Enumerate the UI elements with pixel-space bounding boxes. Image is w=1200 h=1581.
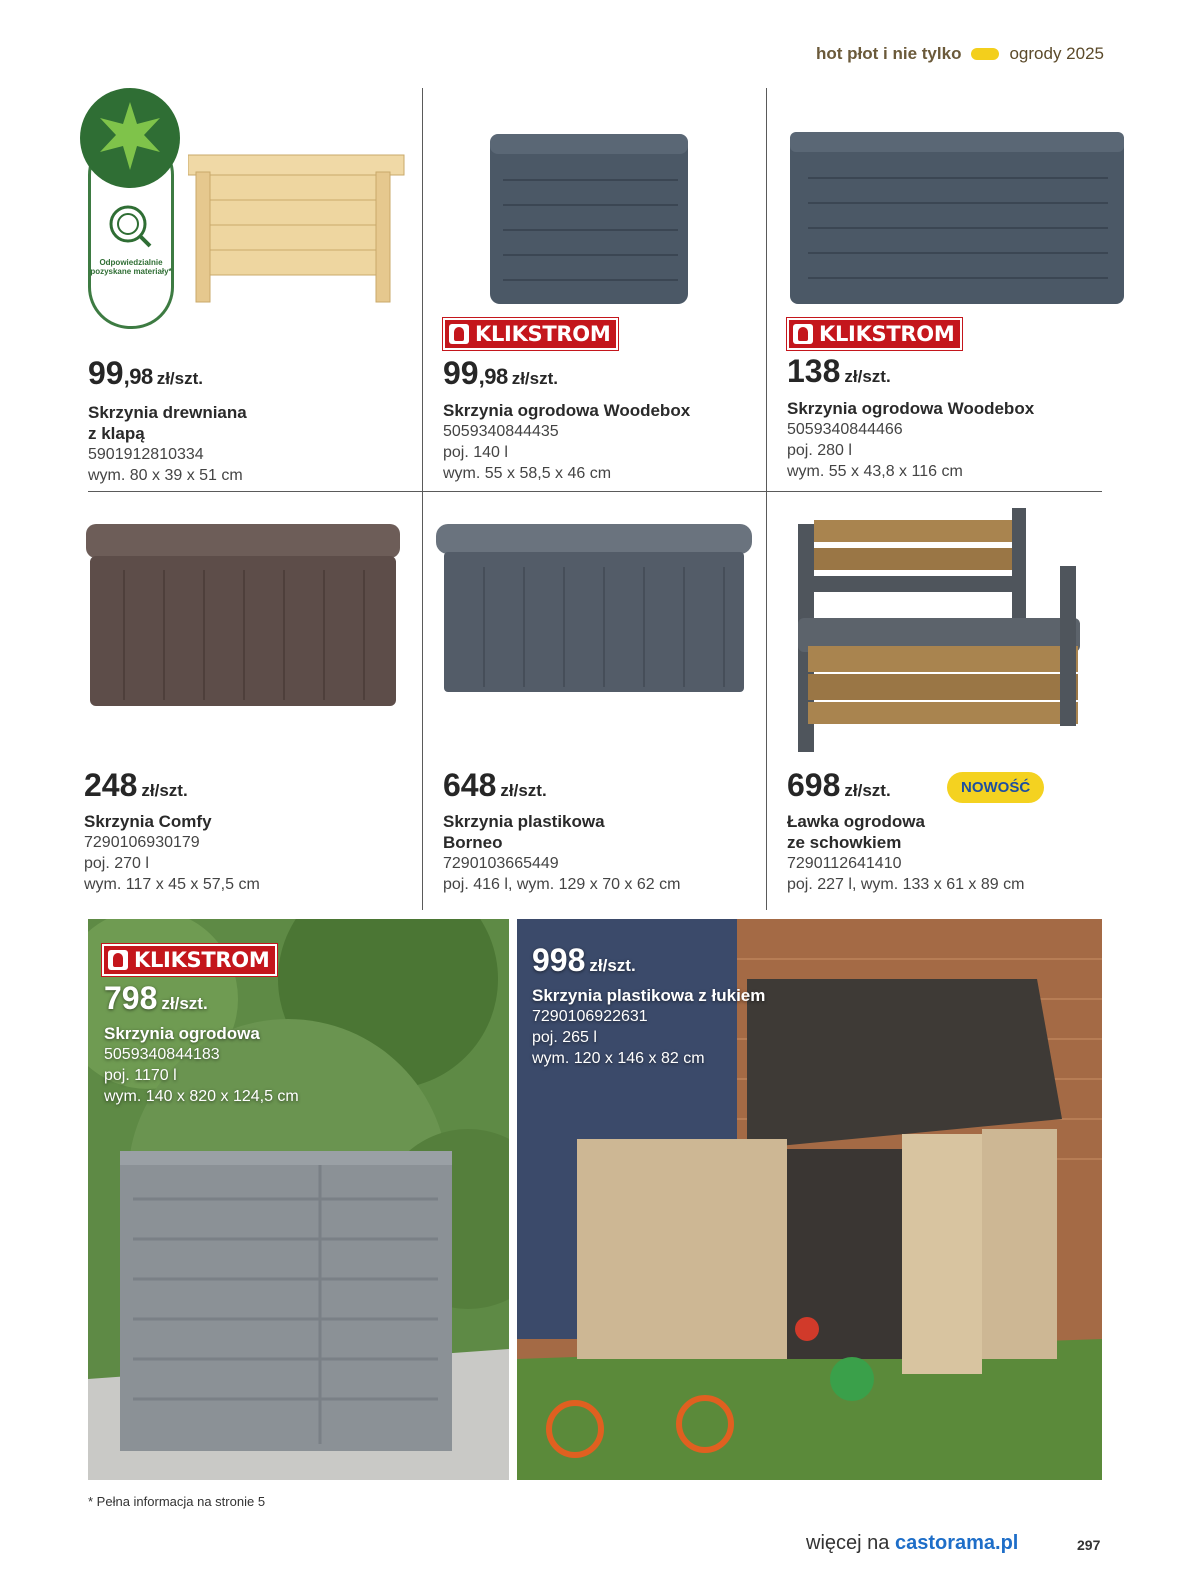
woodebox-small-image bbox=[488, 130, 693, 308]
product-spec: poj. 227 l, wym. 133 x 61 x 89 cm bbox=[787, 876, 1025, 893]
price: 648 zł/szt. bbox=[443, 767, 547, 803]
product-name: Skrzynia Comfy bbox=[84, 812, 212, 831]
product-code: 5059340844466 bbox=[787, 421, 903, 438]
price: 998 zł/szt. bbox=[532, 942, 636, 978]
product-card[interactable] bbox=[443, 768, 763, 895]
product-spec: poj. 140 l bbox=[443, 444, 508, 461]
globe-magnifier-icon bbox=[106, 202, 156, 252]
bench-image bbox=[790, 506, 1094, 754]
eco-badge bbox=[80, 88, 182, 324]
product-name: Ławka ogrodowa bbox=[787, 812, 925, 831]
footnote: * Pełna informacja na stronie 5 bbox=[88, 1494, 266, 1509]
product-card[interactable] bbox=[84, 768, 414, 895]
product-code: 7290106922631 bbox=[532, 1008, 648, 1025]
product-name: Skrzynia ogrodowa bbox=[104, 1024, 260, 1043]
brand-logo-icon bbox=[449, 324, 469, 344]
product-name: Skrzynia ogrodowa Woodebox bbox=[787, 399, 1035, 418]
price: 99,98 zł/szt. bbox=[443, 355, 558, 391]
grid-divider bbox=[88, 491, 1102, 492]
borneo-chest-image bbox=[434, 522, 754, 700]
product-name: Skrzynia plastikowa bbox=[443, 812, 605, 831]
price: 798 zł/szt. bbox=[104, 980, 208, 1016]
product-spec: wym. 140 x 820 x 124,5 cm bbox=[104, 1088, 299, 1105]
product-name: Skrzynia drewniana bbox=[88, 403, 247, 422]
product-card[interactable] bbox=[787, 768, 1097, 895]
product-name: Skrzynia ogrodowa Woodebox bbox=[443, 401, 691, 420]
product-spec: poj. 280 l bbox=[787, 442, 852, 459]
grid-divider bbox=[422, 88, 423, 910]
comfy-chest-image bbox=[84, 520, 404, 712]
product-spec: wym. 117 x 45 x 57,5 cm bbox=[84, 876, 260, 893]
product-code: 7290106930179 bbox=[84, 834, 200, 851]
footer-link[interactable] bbox=[806, 1532, 1018, 1555]
star-icon bbox=[80, 88, 180, 188]
product-spec: poj. 416 l, wym. 129 x 70 x 62 cm bbox=[443, 876, 681, 893]
brand-badge: KLIKSTROM bbox=[787, 318, 962, 350]
product-code: 5059340844435 bbox=[443, 423, 559, 440]
product-spec: wym. 55 x 58,5 x 46 cm bbox=[443, 465, 612, 482]
product-name: Borneo bbox=[443, 833, 503, 852]
brand-logo-icon bbox=[108, 950, 128, 970]
product-code: 7290112641410 bbox=[787, 855, 902, 872]
section-title: hot płot i nie tylko bbox=[816, 44, 962, 63]
arc-chest-photo bbox=[517, 919, 1102, 1480]
new-badge: NOWOŚĆ bbox=[947, 772, 1044, 803]
product-card[interactable] bbox=[532, 943, 892, 1069]
section-header bbox=[816, 44, 1104, 64]
brand-badge: KLIKSTROM bbox=[102, 944, 277, 976]
product-spec: poj. 265 l bbox=[532, 1029, 597, 1046]
price: 698 zł/szt. bbox=[787, 767, 891, 803]
site-link[interactable]: castorama.pl bbox=[894, 1532, 1019, 1554]
brand-logo-icon bbox=[793, 324, 813, 344]
product-name: z klapą bbox=[88, 424, 145, 443]
footer-text: więcej na bbox=[806, 1532, 890, 1554]
shed-photo bbox=[88, 919, 509, 1480]
product-card[interactable] bbox=[88, 356, 408, 486]
woodebox-large-image bbox=[788, 128, 1126, 306]
product-card[interactable] bbox=[443, 356, 763, 484]
product-code: 7290103665449 bbox=[443, 855, 559, 872]
product-card[interactable] bbox=[104, 981, 434, 1107]
grid-divider bbox=[766, 88, 767, 910]
yellow-pill-icon bbox=[971, 48, 999, 60]
price: 248 zł/szt. bbox=[84, 767, 188, 803]
price: 99,98 zł/szt. bbox=[88, 355, 203, 391]
product-spec: wym. 120 x 146 x 82 cm bbox=[532, 1050, 705, 1067]
page-number: 297 bbox=[1077, 1537, 1101, 1553]
product-spec: poj. 1170 l bbox=[104, 1067, 177, 1084]
product-card[interactable] bbox=[787, 354, 1107, 482]
catalog-title: ogrody 2025 bbox=[1009, 44, 1104, 63]
product-code: 5059340844183 bbox=[104, 1046, 220, 1063]
product-spec: wym. 80 x 39 x 51 cm bbox=[88, 467, 243, 484]
product-code: 5901912810334 bbox=[88, 446, 204, 463]
brand-badge: KLIKSTROM bbox=[443, 318, 618, 350]
eco-badge-text: Odpowiedzialnie pozyskane materiały* bbox=[90, 258, 172, 276]
product-name: ze schowkiem bbox=[787, 833, 902, 852]
price: 138 zł/szt. bbox=[787, 353, 891, 389]
product-spec: poj. 270 l bbox=[84, 855, 149, 872]
product-name: Skrzynia plastikowa z łukiem bbox=[532, 986, 766, 1005]
wooden-chest-image bbox=[188, 150, 406, 306]
product-spec: wym. 55 x 43,8 x 116 cm bbox=[787, 463, 963, 480]
